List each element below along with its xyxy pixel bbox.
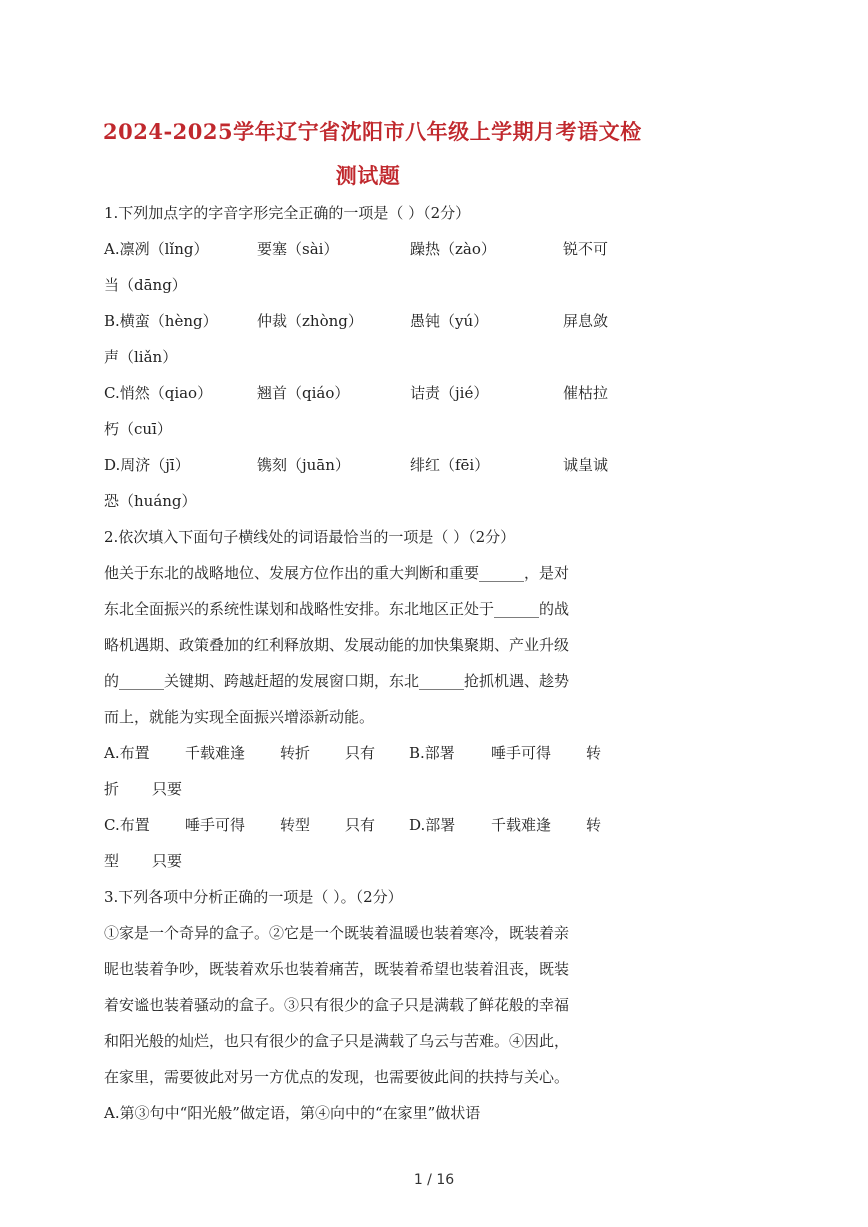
option-part: 锐不可 — [563, 240, 609, 258]
q2-stem: 2.依次填入下面句子横线处的词语最恰当的一项是（ ）（2分） — [104, 528, 516, 546]
passage-line: 东北全面振兴的系统性谋划和战略性安排。东北地区正处于______的战 — [104, 600, 570, 618]
passage-line: 而上，就能为实现全面振兴增添新动能。 — [104, 708, 375, 726]
option-part: 绯红（fēi） — [410, 456, 490, 474]
passage-line: 的______关键期、跨越赶超的发展窗口期，东北______抢抓机遇、趁势 — [104, 672, 570, 690]
option-wrap: 当（dāng） — [104, 276, 187, 294]
option-part: D.周济（jī） — [104, 456, 190, 474]
passage-line: 和阳光般的灿烂，也只有很少的盒子只是满载了乌云与苦难。④因此， — [104, 1032, 570, 1050]
option-part: 屏息敛 — [563, 312, 609, 330]
option-wrap: 恐（huáng） — [104, 492, 197, 510]
option-wrap: 型 — [104, 852, 120, 870]
document-title-line-2: 测试题 — [335, 163, 401, 188]
option-part: B.横蛮（hèng） — [104, 312, 218, 330]
option-part: 愚钝（yú） — [410, 312, 489, 330]
option-part: 翘首（qiáo） — [257, 384, 350, 402]
option-part: 千载难逢 — [185, 744, 246, 762]
option-wrap: 只要 — [152, 780, 183, 798]
option-part: 躁热（zào） — [410, 240, 496, 258]
option-part: A.凛冽（lǐng） — [104, 240, 209, 258]
option-part: C.布置 — [104, 816, 150, 834]
option-part: 唾手可得 — [185, 816, 246, 834]
option-part: 千载难逢 — [491, 816, 552, 834]
option-wrap: 折 — [104, 780, 120, 798]
option-part: 催枯拉 — [563, 384, 609, 402]
option-part: 转型 — [280, 816, 311, 834]
option-wrap: 朽（cuī） — [104, 420, 172, 438]
option-part: 只有 — [345, 816, 376, 834]
option-part: 要塞（sài） — [257, 240, 339, 258]
passage-line: ①家是一个奇异的盒子。②它是一个既装着温暖也装着寒冷，既装着亲 — [104, 924, 570, 942]
option-part: 转折 — [280, 744, 311, 762]
document-title-line-1: 2024-2025学年辽宁省沈阳市八年级上学期月考语文检 — [103, 119, 642, 144]
option-part: 唾手可得 — [491, 744, 552, 762]
passage-line: 他关于东北的战略地位、发展方位作出的重大判断和重要______，是对 — [104, 564, 570, 582]
page-number: 1 / 16 — [413, 1172, 455, 1188]
option-part: 仲裁（zhòng） — [257, 312, 363, 330]
option-part: 诚皇诚 — [563, 456, 609, 474]
option-part: 转 — [586, 816, 602, 834]
option-part: 诘责（jié） — [410, 384, 489, 402]
passage-line: 昵也装着争吵，既装着欢乐也装着痛苦，既装着希望也装着沮丧，既装 — [104, 960, 570, 978]
option-part: C.悄然（qiao） — [104, 384, 213, 402]
q1-stem: 1.下列加点字的字音字形完全正确的一项是（ ）（2分） — [104, 204, 471, 222]
option-wrap: 只要 — [152, 852, 183, 870]
option-part: 镌刻（juān） — [257, 456, 350, 474]
option-part: 只有 — [345, 744, 376, 762]
option-part: 转 — [586, 744, 602, 762]
option-part: A.布置 — [104, 744, 150, 762]
passage-line: 略机遇期、政策叠加的红利释放期、发展动能的加快集聚期、产业升级 — [104, 636, 570, 654]
q3-stem: 3.下列各项中分析正确的一项是（ ）。（2分） — [104, 888, 403, 906]
passage-line: 在家里，需要彼此对另一方优点的发现，也需要彼此间的扶持与关心。 — [104, 1068, 570, 1086]
q3-option-a: A.第③句中“阳光般”做定语，第④向中的“在家里”做状语 — [104, 1104, 481, 1122]
option-part: B.部署 — [409, 744, 455, 762]
option-part: D.部署 — [409, 816, 456, 834]
passage-line: 着安谧也装着骚动的盒子。③只有很少的盒子只是满载了鲜花般的幸福 — [104, 996, 570, 1014]
option-wrap: 声（liǎn） — [104, 348, 178, 366]
